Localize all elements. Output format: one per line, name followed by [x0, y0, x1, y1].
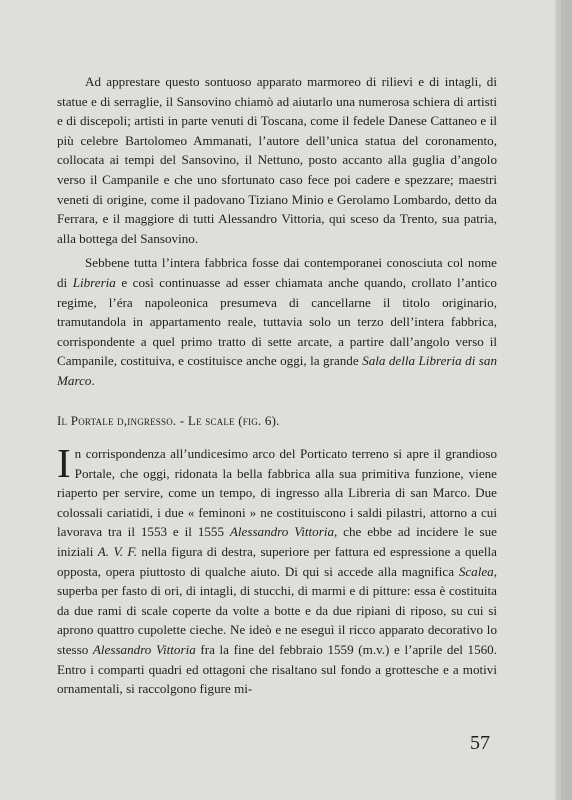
drop-cap: I — [57, 440, 71, 487]
paragraph-2 — [57, 253, 497, 390]
page-number: 57 — [470, 732, 490, 754]
italic-text: Alessandro Vittoria — [92, 642, 196, 658]
text-run: . — [91, 372, 95, 388]
section-heading: Il Portale d,ingresso. - Le scale (fig. 6). — [57, 412, 280, 428]
italic-text: Libreria — [72, 274, 116, 290]
paragraph-3 — [57, 440, 497, 699]
text-run: e così continuasse ad esser chiamata anche quando, crollato l’antico regime, l’éra napoleonica presumeva di cancellarne il titolo originario, tramutandola in appartamento reale, tuttavia solo un terzo dell’intera fabbrica, corrispondente a quel primo tratto di sette arcate, a partire dall’angolo verso il Campanile, costituiva, e costituisce anche oggi, la grande — [57, 274, 497, 369]
page-text — [57, 72, 497, 699]
italic-text: Sala della Libreria di san Marco — [57, 353, 497, 388]
text-run: superba per fasto di ori, di intagli, di stucchi, di marmi e di pitture: essa è costituita da due rami di scale coperte da volte a botte e da due ripiani di riposo, su cui si aprono quattro cupolette cieche. Ne ideò e ne eseguì il ricco apparato decorativo lo stesso — [57, 583, 497, 658]
text-run: Sebbene tutta l’intera fabbrica fosse dai contemporanei conosciuta col nome di — [57, 255, 497, 290]
text-run: nella figura di destra, superiore per fattura ed espressione a quella opposta, opera piuttosto di qualche aiuto. Di qui si accede alla magnifica — [57, 544, 497, 579]
italic-text: Alessandro Vittoria, — [229, 524, 338, 540]
italic-text: A. V. F. — [97, 544, 138, 560]
text-run: che ebbe ad incidere le sue iniziali — [57, 524, 497, 560]
italic-text: Scalea, — [458, 563, 497, 579]
text-run: n corrispondenza all’undicesimo arco del Porticato terreno si apre il grandioso Portale, che oggi, ridonata la bella fabbrica alla sua primitiva funzione, viene riaperto per servire, come un tempo, di ingresso alla Libreria di san Marco. Due colossali cariatidi, i due « feminoni » ne costituiscono i saldi pilastri, attorno a cui lavorava tra il 1553 e il 1555 — [57, 446, 497, 540]
text-run: fra la fine del febbraio 1559 (m.v.) e l’aprile del 1560. Entro i comparti quadri ed ottagoni che risaltano sul fondo a grottesche e a motivi ornamentali, si raccolgono figure mi- — [57, 642, 497, 697]
paragraph-1: Ad apprestare questo sontuoso apparato marmoreo di rilievi e di intagli, di statue e di serraglie, il Sansovino chiamò ad aiutarlo una numerosa schiera di artisti e di discepoli; artisti in parte venuti di Toscana, come il fedele Danese Cattaneo e il più celebre Bartolomeo Ammanati, l’autore dell’unica statua del coronamento, collocata ai tempi del Sansovino, il Nettuno, posto accanto alla guglia d’angolo verso il Campanile e che uno sfortunato caso fece poi cadere e spezzare; maestri veneti di origine, come il padovano Tiziano Minio e Gerolamo Lombardo, detto da Ferrara, e il maggiore di tutti Alessandro Vittoria, qui sceso da Trento, sua patria, alla bottega del Sansovino. — [57, 74, 497, 246]
